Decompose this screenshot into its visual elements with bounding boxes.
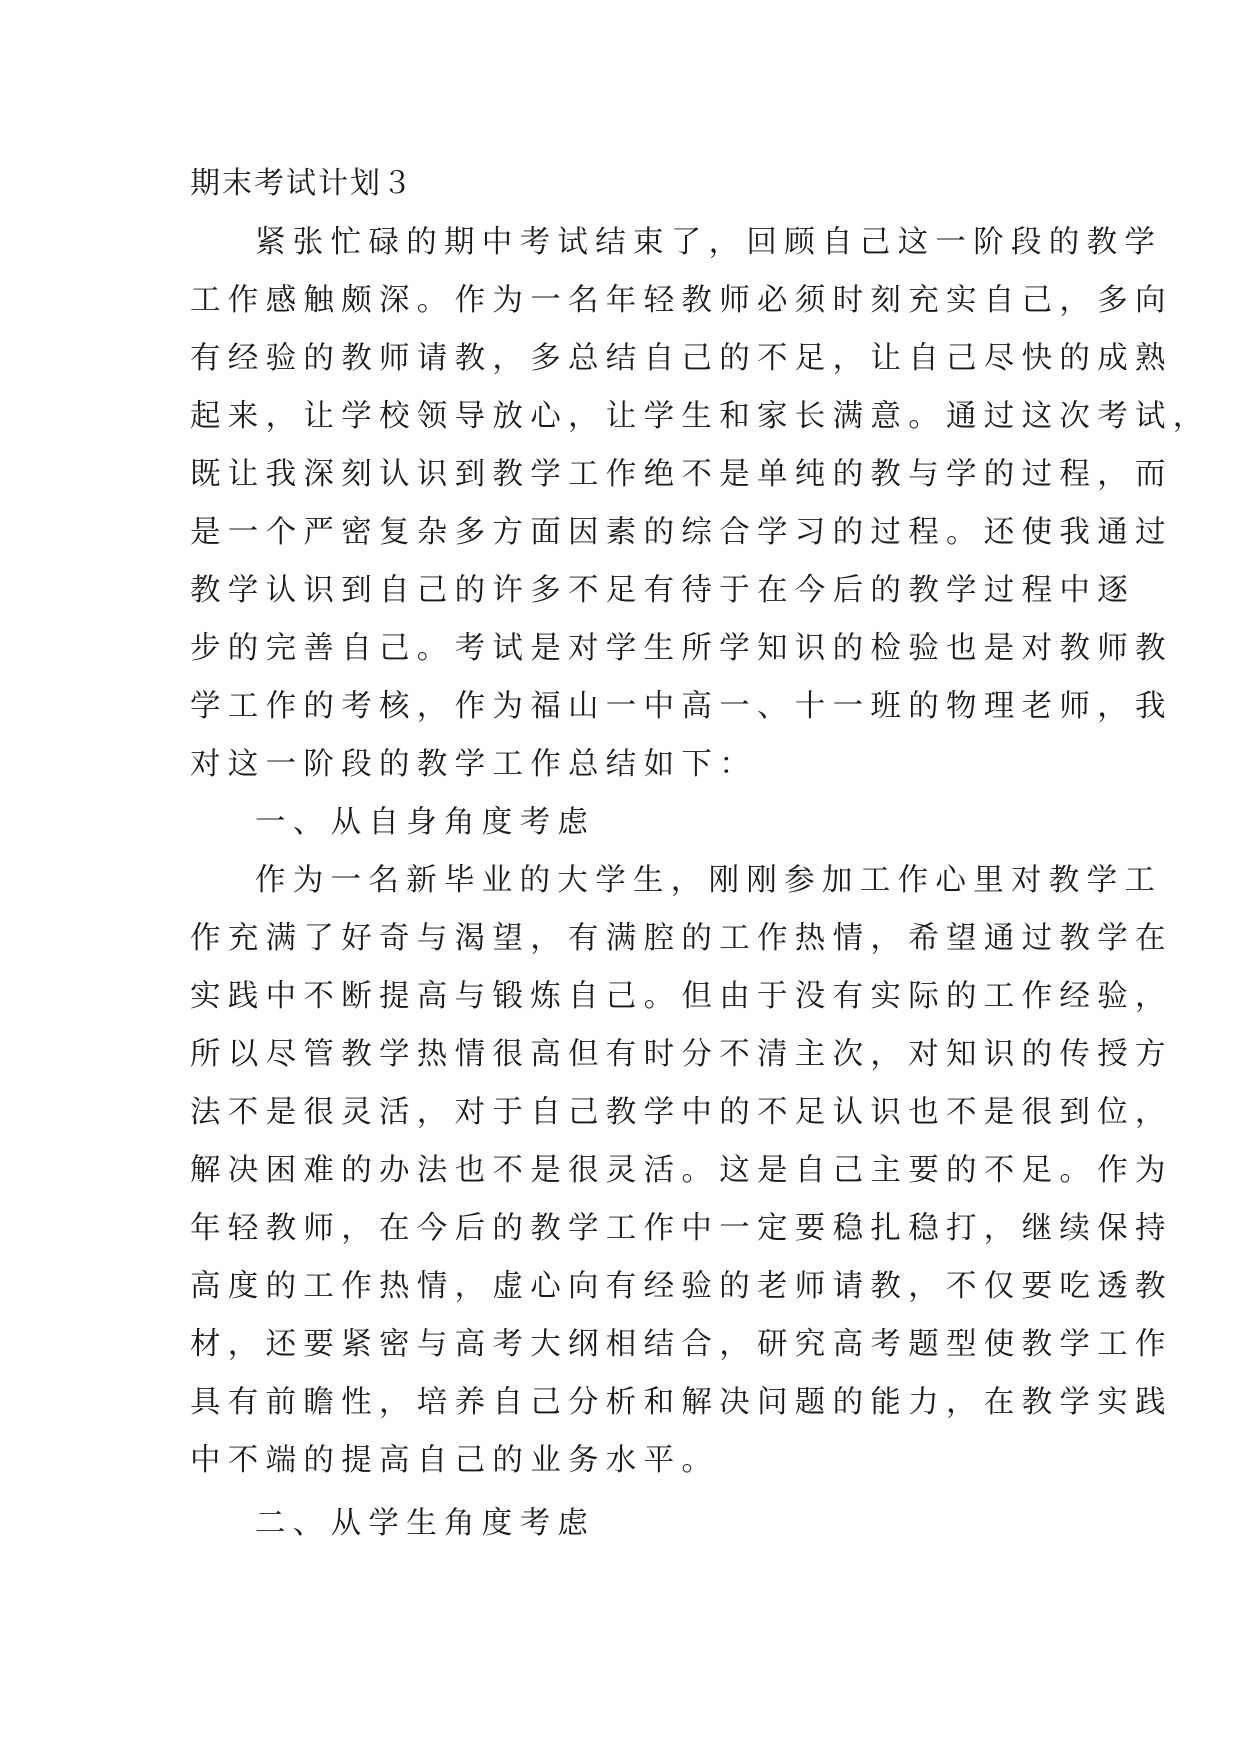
paragraph-1-line-8: 步的完善自己。考试是对学生所学知识的检验也是对教师教	[190, 631, 1173, 666]
paragraph-2-line-10: 具有前瞻性，培养自己分析和解决问题的能力，在教学实践	[190, 1385, 1173, 1420]
paragraph-1-line-9: 学工作的考核，作为福山一中高一、十一班的物理老师，我	[190, 689, 1173, 724]
section-heading-2: 二、从学生角度考虑	[255, 1506, 596, 1541]
paragraph-1-line-6: 是一个严密复杂多方面因素的综合学习的过程。还使我通过	[190, 515, 1173, 550]
paragraph-2-line-4: 所以尽管教学热情很高但有时分不清主次，对知识的传授方	[190, 1037, 1173, 1072]
paragraph-1-line-7: 教学认识到自己的许多不足有待于在今后的教学过程中逐	[190, 573, 1135, 608]
paragraph-2-line-2: 作充满了好奇与渴望，有满腔的工作热情，希望通过教学在	[190, 921, 1173, 956]
paragraph-2-line-1: 作为一名新毕业的大学生，刚刚参加工作心里对教学工	[255, 863, 1163, 898]
paragraph-1-line-3: 有经验的教师请教，多总结自己的不足，让自己尽快的成熟	[190, 341, 1173, 376]
paragraph-1-line-10: 对这一阶段的教学工作总结如下：	[190, 747, 757, 782]
paragraph-2-line-5: 法不是很灵活，对于自己教学中的不足认识也不是很到位，	[190, 1095, 1173, 1130]
paragraph-1-line-1: 紧张忙碌的期中考试结束了，回顾自己这一阶段的教学	[255, 225, 1163, 260]
paragraph-2-line-7: 年轻教师，在今后的教学工作中一定要稳扎稳打，继续保持	[190, 1211, 1173, 1246]
document-title: 期末考试计划３	[190, 166, 414, 201]
paragraph-2-line-6: 解决困难的办法也不是很灵活。这是自己主要的不足。作为	[190, 1153, 1173, 1188]
section-heading-1: 一、从自身角度考虑	[255, 805, 596, 840]
paragraph-2-line-9: 材，还要紧密与高考大纲相结合，研究高考题型使教学工作	[190, 1327, 1173, 1362]
paragraph-2-line-8: 高度的工作热情，虚心向有经验的老师请教，不仅要吃透教	[190, 1269, 1173, 1304]
paragraph-1-line-5: 既让我深刻认识到教学工作绝不是单纯的教与学的过程，而	[190, 457, 1173, 492]
paragraph-2-line-3: 实践中不断提高与锻炼自己。但由于没有实际的工作经验，	[190, 979, 1173, 1014]
paragraph-1-line-2: 工作感触颇深。作为一名年轻教师必须时刻充实自己，多向	[190, 283, 1173, 318]
paragraph-2-line-11: 中不端的提高自己的业务水平。	[190, 1443, 720, 1478]
paragraph-1-line-4: 起来，让学校领导放心，让学生和家长满意。通过这次考试，	[190, 399, 1211, 434]
